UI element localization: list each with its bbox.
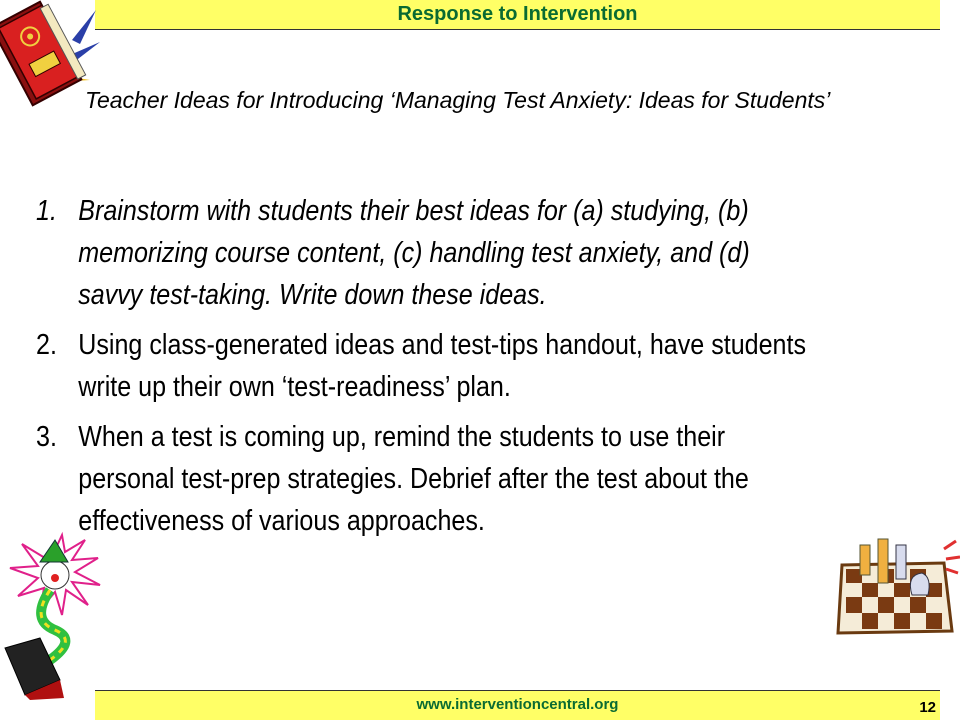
idea-list xyxy=(36,190,926,550)
list-item-text: Brainstorm with students their best ideas for (a) studying, (b) memorizing course content, (c) handling test anxiety, and (d) savvy test-taking. Write down these ideas. xyxy=(78,195,750,311)
footer-bar xyxy=(95,690,940,720)
list-item-number: 2. xyxy=(36,329,57,361)
list-item xyxy=(36,190,819,316)
slide-subtitle: Teacher Ideas for Introducing ‘Managing Test Anxiety: Ideas for Students’ xyxy=(85,87,831,113)
chessboard-clipart-icon xyxy=(832,535,960,635)
list-item-number: 1. xyxy=(36,195,57,227)
header-title: Response to Intervention xyxy=(397,3,638,25)
page-number: 12 xyxy=(919,699,936,716)
list-item-text: Using class-generated ideas and test-tips handout, have students write up their own ‘test-readiness’ plan. xyxy=(78,329,807,403)
jack-in-the-box-clipart-icon xyxy=(0,530,110,700)
header-bar xyxy=(95,0,940,30)
list-item xyxy=(36,416,819,542)
list-item xyxy=(36,324,819,408)
list-item-number: 3. xyxy=(36,421,57,453)
footer-url[interactable]: www.interventioncentral.org xyxy=(416,696,619,713)
list-item-text: When a test is coming up, remind the students to use their personal test-prep strategies. Debrief after the test about the effectiveness of various approaches. xyxy=(78,421,749,537)
